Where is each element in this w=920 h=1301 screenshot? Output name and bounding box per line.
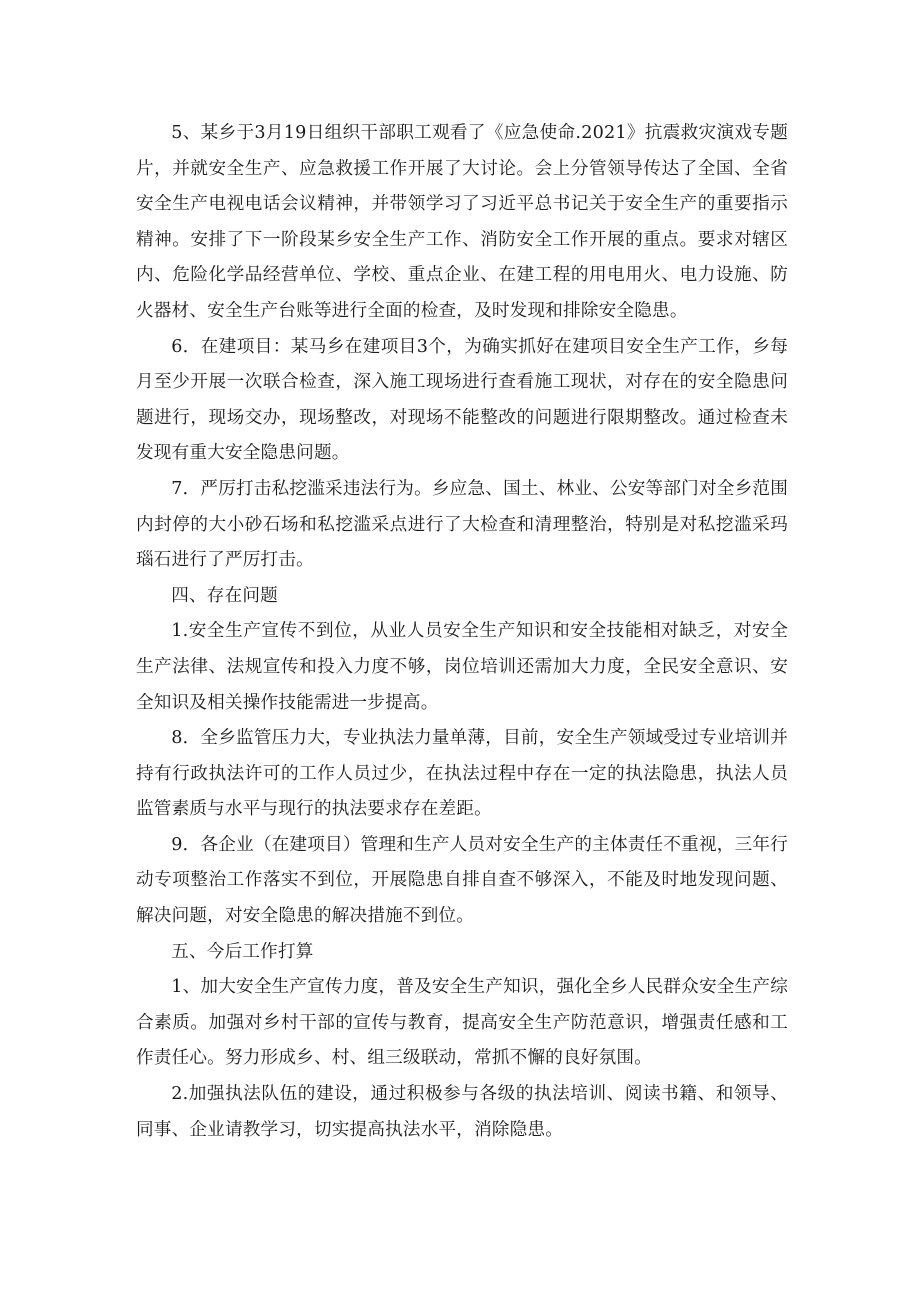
paragraph-item-5-publicity: 5、某乡于3月19日组织干部职工观看了《应急使命.2021》抗震救灾演戏专题片，并就安全生产、应急救援工作开展了大讨论。会上分管领导传达了全国、全省安全生产电视电话会议精神，并带领学习了习近平总书记关于安全生产的重要指示精神。安排了下一阶段某乡安全生产工作、消防安全工作开展的重点。要求对辖区内、危险化学品经营单位、学校、重点企业、在建工程的用电用火、电力设施、防火器材、安全生产台账等进行全面的检查，及时发现和排除安全隐患。 — [136, 123, 788, 321]
paragraph-problem-supervision: 8．全乡监管压力大，专业执法力量单薄，目前，安全生产领域受过专业培训并持有行政执法许可的工作人员过少，在执法过程中存在一定的执法隐患，执法人员监管素质与水平与现行的执法要求存在差距。 — [136, 728, 788, 820]
paragraph-construction-projects: 6．在建项目：某马乡在建项目3个，为确实抓好在建项目安全生产工作，乡每月至少开展一次联合检查，深入施工现场进行查看施工现状，对存在的安全隐患问题进行，现场交办，现场整改，对现场不能整改的问题进行限期整改。通过检查未发现有重大安全隐患问题。 — [136, 336, 788, 464]
paragraph-plan-enforcement: 2.加强执法队伍的建设，通过积极参与各级的执法培训、阅读书籍、和领导、同事、企业请教学习，切实提高执法水平，消除隐患。 — [136, 1084, 788, 1140]
paragraph-problem-publicity: 1.安全生产宣传不到位，从业人员安全生产知识和安全技能相对缺乏，对安全生产法律、法规宣传和投入力度不够，岗位培训还需加大力度，全民安全意识、安全知识及相关操作技能需进一步提高。 — [136, 621, 788, 713]
paragraph-problem-responsibility: 9．各企业（在建项目）管理和生产人员对安全生产的主体责任不重视，三年行动专项整治工作落实不到位，开展隐患自排自查不够深入，不能及时地发现问题、解决问题，对安全隐患的解决措施不到位。 — [136, 834, 788, 927]
section-heading-existing-problems: 四、存在问题 — [171, 585, 278, 606]
section-heading-future-plans: 五、今后工作打算 — [171, 941, 314, 962]
paragraph-plan-publicity: 1、加大安全生产宣传力度，普及安全生产知识，强化全乡人民群众安全生产综合素质。加强对乡村干部的宣传与教育，提高安全生产防范意识，增强责任感和工作责任心。努力形成乡、村、组三级联动，常抓不懈的良好氛围。 — [136, 977, 788, 1069]
paragraph-illegal-mining: 7．严厉打击私挖滥采违法行为。乡应急、国土、林业、公安等部门对全乡范围内封停的大小砂石场和私挖滥采点进行了大检查和清理整治，特别是对私挖滥采玛瑙石进行了严厉打击。 — [136, 478, 788, 571]
document-page — [136, 116, 788, 1148]
